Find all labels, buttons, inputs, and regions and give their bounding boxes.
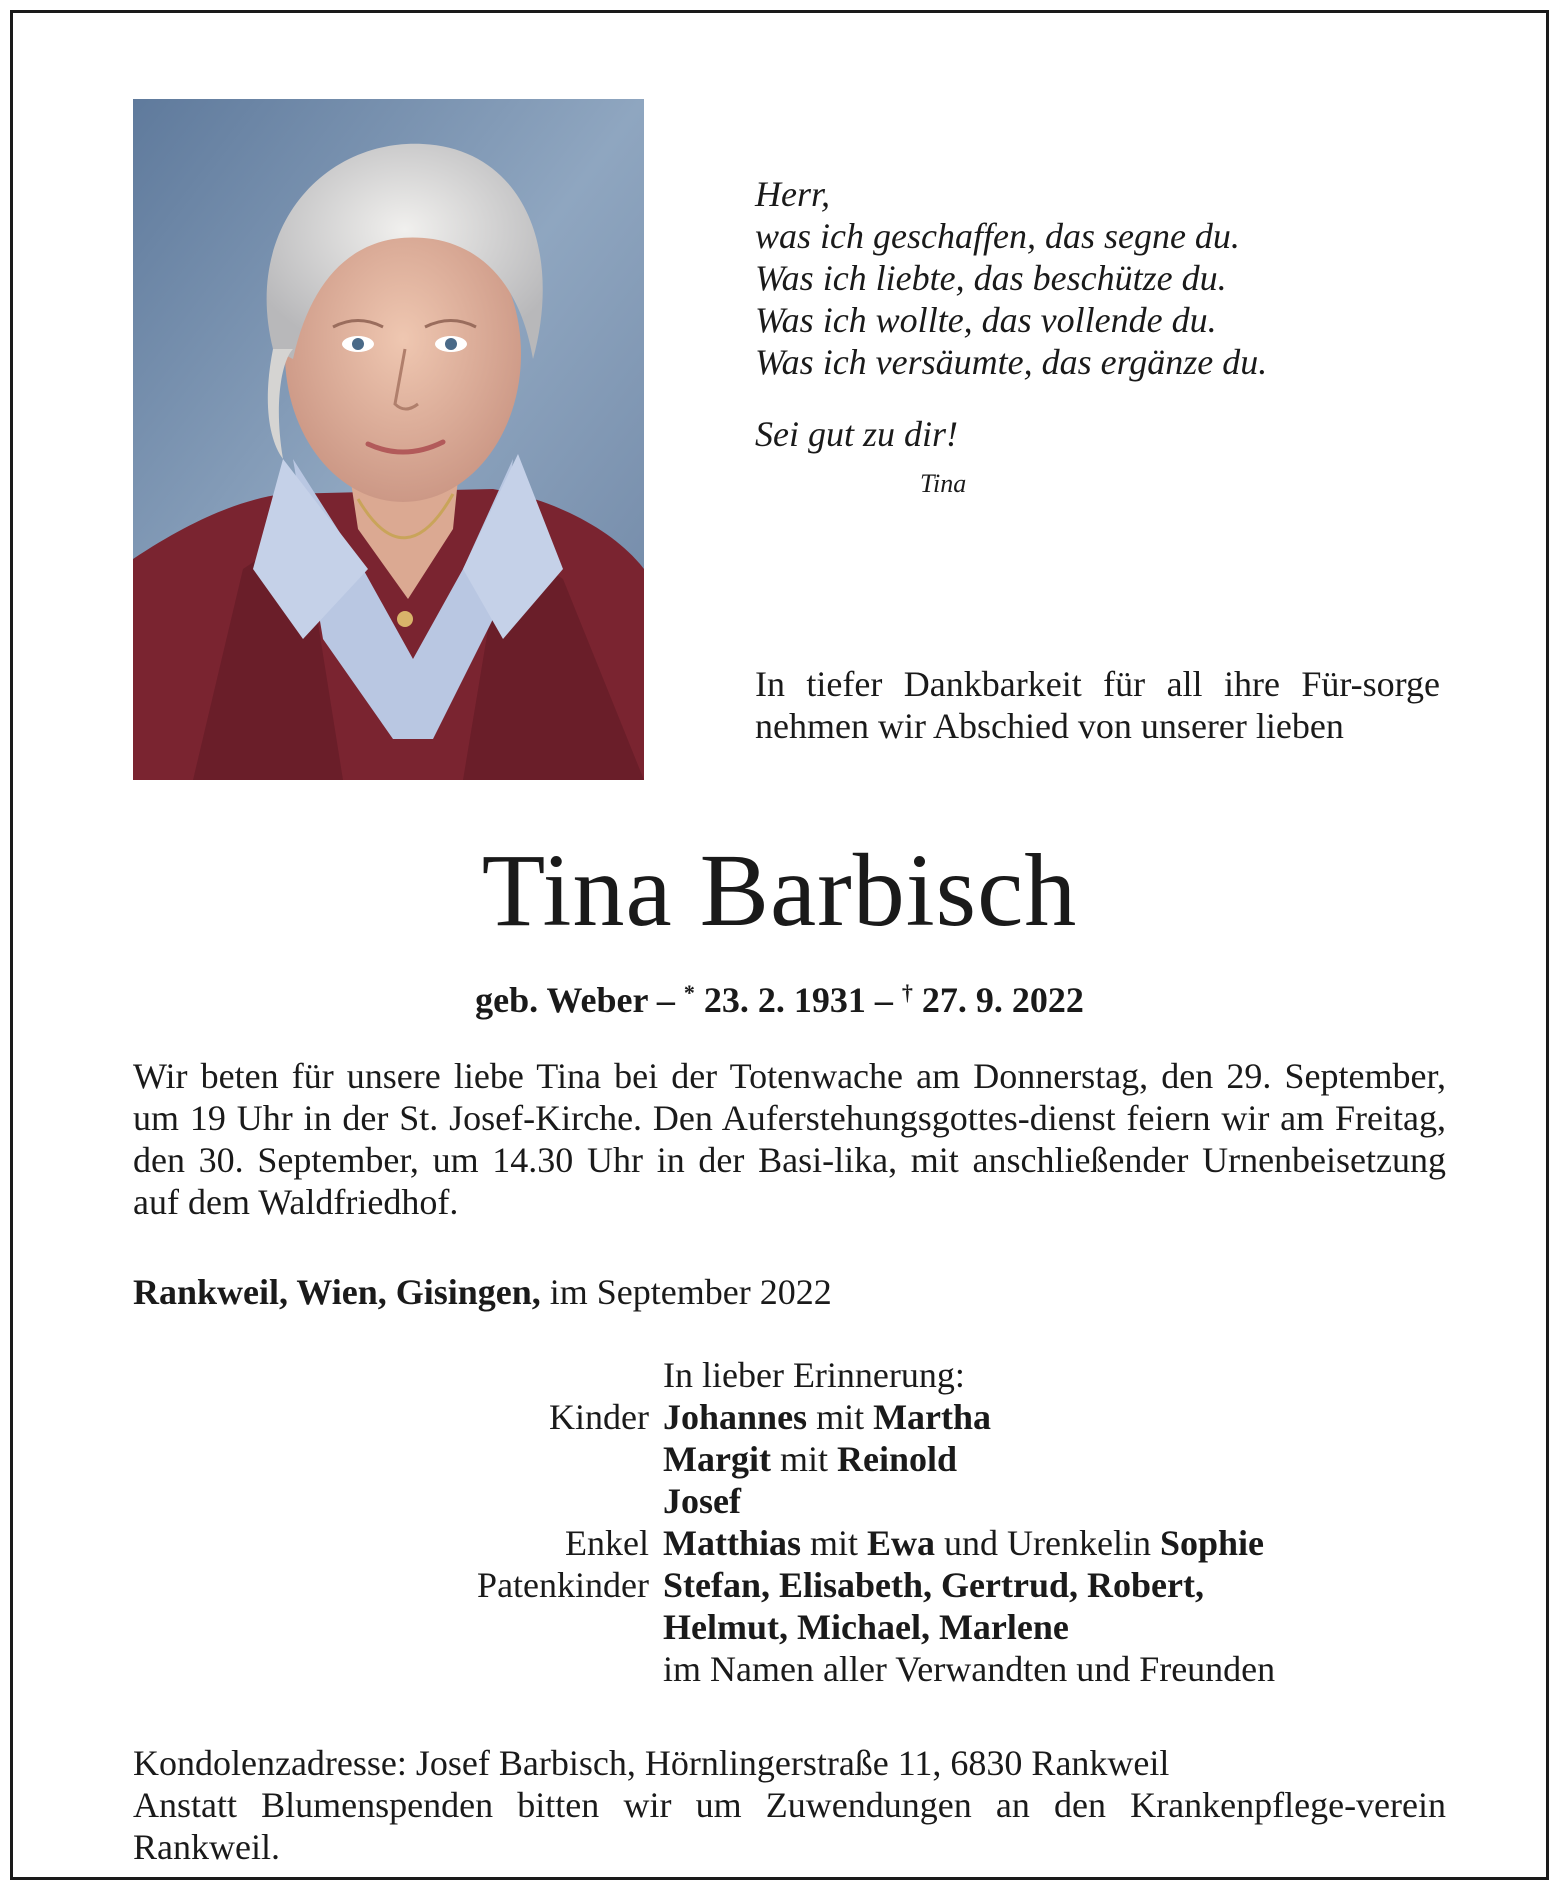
deceased-name: Tina Barbisch (481, 833, 1078, 948)
family-row (133, 1564, 1446, 1606)
family-row (133, 1438, 1446, 1480)
family-members: Helmut, Michael, Marlene (663, 1607, 1069, 1647)
portrait-illustration (133, 99, 644, 780)
intro-text: In tiefer Dankbarkeit für all ihre Für-sorge nehmen wir Abschied von unserer lieben (755, 664, 1440, 746)
family-closing: im Namen aller Verwandten und Freunden (663, 1649, 1276, 1689)
poem (755, 173, 1267, 505)
family-row (133, 1396, 1446, 1438)
towns: Rankweil, Wien, Gisingen, (133, 1272, 541, 1312)
poem-line: Was ich liebte, das beschütze du. (755, 258, 1227, 298)
family-row (133, 1480, 1446, 1522)
service-details: Wir beten für unsere liebe Tina bei der Totenwache am Donnerstag, den 29. September, um 19 Uhr in der St. Josef-Kirche. Den Auferstehungsgottes-dienst feiern wir am Freitag, den 30. September, um 14.30 Uhr in der Basi-lika, mit anschließender Urnenbeisetzung auf dem Waldfriedhof. (133, 1056, 1446, 1222)
family-heading-row (133, 1354, 1446, 1396)
family-row (133, 1522, 1446, 1564)
family-closing-row (133, 1648, 1446, 1690)
birth-death-dates: geb. Weber – * 23. 2. 1931 – † 27. 9. 2022 (475, 980, 1084, 1020)
role-label: Enkel (565, 1523, 649, 1563)
born-symbol: * (683, 980, 695, 1005)
role-label: Kinder (549, 1397, 649, 1437)
family-heading: In lieber Erinnerung: (663, 1355, 965, 1395)
family-list (133, 1354, 1446, 1690)
family-row (133, 1606, 1446, 1648)
birth-date: 23. 2. 1931 (703, 980, 866, 1020)
month-year: im September 2022 (549, 1272, 832, 1312)
footer (133, 1742, 1446, 1868)
obituary-notice (10, 10, 1549, 1880)
death-date: 27. 9. 2022 (921, 980, 1084, 1020)
family-members: Margit mit Reinold (663, 1439, 957, 1479)
poem-motto: Sei gut zu dir! (755, 414, 958, 454)
poem-line: Was ich wollte, das vollende du. (755, 300, 1217, 340)
family-members: Matthias mit Ewa und Urenkelin Sophie (663, 1523, 1265, 1563)
died-symbol: † (901, 980, 913, 1005)
condolence-address: Kondolenzadresse: Josef Barbisch, Hörnlingerstraße 11, 6830 Rankweil (133, 1743, 1170, 1783)
birth-name: geb. Weber (475, 980, 648, 1020)
poem-line: Was ich versäumte, das ergänze du. (755, 342, 1268, 382)
poem-line: was ich geschaffen, das segne du. (755, 216, 1240, 256)
portrait-photo (133, 99, 644, 780)
family-members: Josef (663, 1481, 741, 1521)
family-members: Johannes mit Martha (663, 1397, 992, 1437)
poem-signature: Tina (920, 469, 967, 498)
role-label: Patenkinder (477, 1565, 649, 1605)
family-members: Stefan, Elisabeth, Gertrud, Robert, (663, 1565, 1204, 1605)
donation-note: Anstatt Blumenspenden bitten wir um Zuwendungen an den Krankenpflege-verein Rankweil. (133, 1785, 1446, 1867)
poem-line: Herr, (755, 174, 831, 214)
place-and-date (133, 1271, 832, 1313)
